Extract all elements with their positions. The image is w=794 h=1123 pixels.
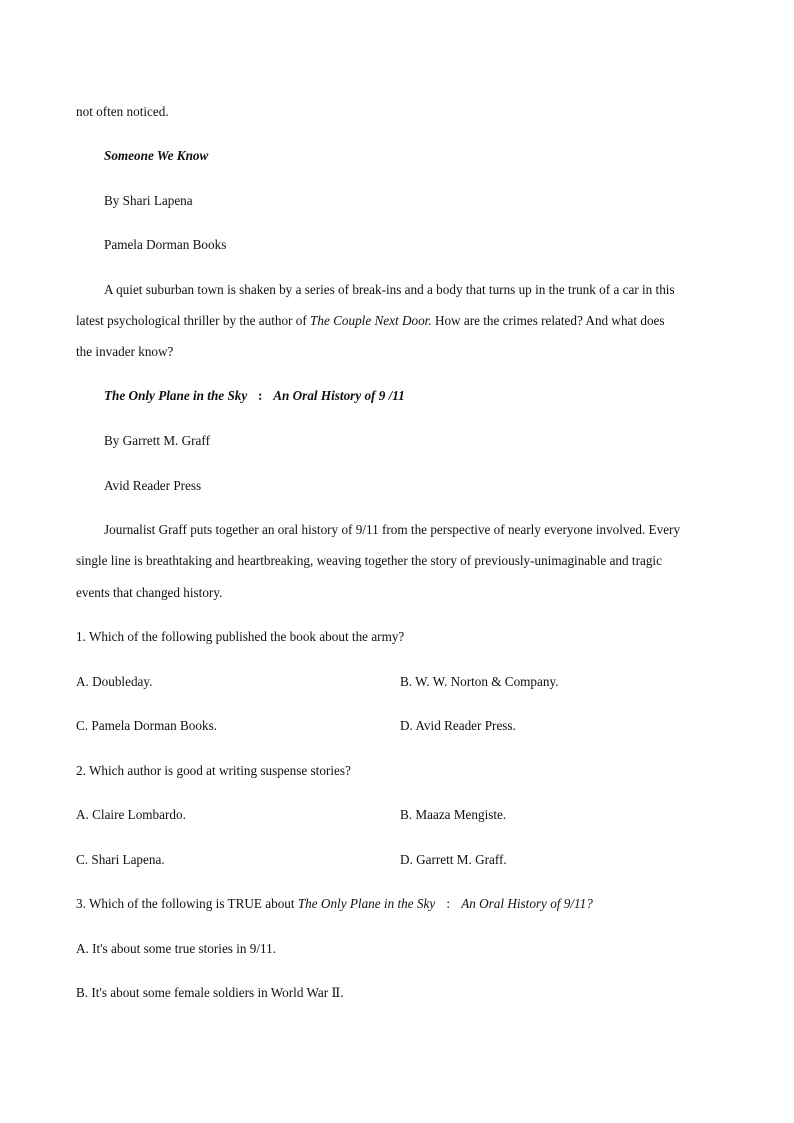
question-2-stem: 2. Which author is good at writing suspense stories? [76,763,351,778]
book2-author: By Garrett M. Graff [104,433,210,448]
question-1-option-d: D. Avid Reader Press. [400,718,516,733]
book2-title-sep: : [258,388,263,403]
question-3-option-a: A. It's about some true stories in 9/11. [76,941,277,956]
question-1-option-b: B. W. W. Norton & Company. [400,674,559,689]
book1-publisher: Pamela Dorman Books [104,237,227,252]
question-3-option-b: B. It's about some female soldiers in World War Ⅱ. [76,985,344,1000]
question-3-stem [76,895,593,913]
question-2-option-b: B. Maaza Mengiste. [400,807,507,822]
book1-desc-line2 [76,312,665,330]
book2-desc-line3: events that changed history. [76,585,223,600]
question-3-stem-italic1: The Only Plane in the Sky [297,896,436,911]
question-1-stem: 1. Which of the following published the book about the army? [76,629,405,644]
book1-author: By Shari Lapena [104,193,193,208]
question-2-option-a: A. Claire Lombardo. [76,807,186,822]
book2-publisher: Avid Reader Press [104,478,202,493]
question-3-stem-pre: 3. Which of the following is TRUE about [76,896,298,911]
book1-desc-line2-pre: latest psychological thriller by the author of [76,313,311,328]
book1-desc-line2-post: How are the crimes related? And what does [431,313,665,328]
book1-desc-line2-italic: The Couple Next Door. [310,313,432,328]
question-3-stem-sep: : [446,896,451,911]
book1-desc-line3: the invader know? [76,344,174,359]
intro-tail-text: not often noticed. [76,104,169,119]
book2-title [104,387,405,405]
question-2-option-c: C. Shari Lapena. [76,852,165,867]
question-1-option-c: C. Pamela Dorman Books. [76,718,218,733]
question-2-option-d: D. Garrett M. Graff. [400,852,507,867]
book2-desc-line2: single line is breathtaking and heartbreaking, weaving together the story of previously-unimaginable and tragic [76,553,662,568]
book2-desc-line1: Journalist Graff puts together an oral history of 9/11 from the perspective of nearly everyone involved. Every [104,522,681,537]
book2-title-part2: An Oral History of 9 /11 [273,388,405,403]
question-3-stem-italic2: An Oral History of 9/11? [461,896,593,911]
book1-desc-line1: A quiet suburban town is shaken by a series of break-ins and a body that turns up in the trunk of a car in this [104,282,675,297]
book2-title-part1: The Only Plane in the Sky [104,388,248,403]
book1-title: Someone We Know [104,148,209,163]
question-1-option-a: A. Doubleday. [76,674,153,689]
